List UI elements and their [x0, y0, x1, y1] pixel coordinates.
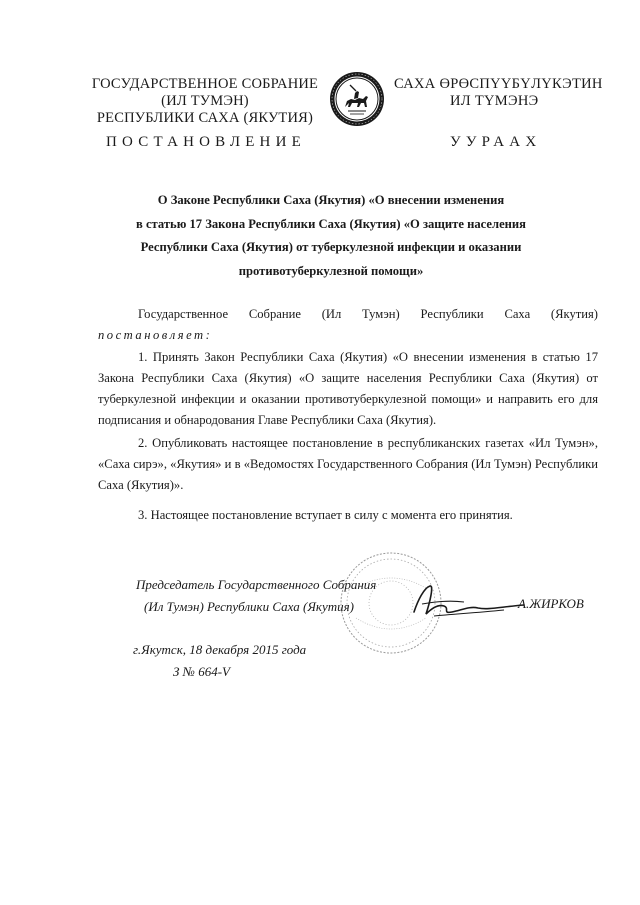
signatory-title-line1: Председатель Государственного Собрания: [136, 577, 377, 592]
decree-word: постановляет:: [98, 328, 213, 342]
signatory-title-line2: (Ил Тумэн) Республики Саха (Якутия): [144, 599, 354, 614]
republic-emblem-icon: [328, 70, 386, 128]
title-line-2: в статью 17 Закона Республики Саха (Якутия) «О защите населения: [136, 216, 526, 231]
intro-paragraph: [98, 304, 598, 346]
title-line-1: О Законе Республики Саха (Якутия) «О внесении изменения: [157, 193, 505, 207]
parliament-name-sah-line2: ИЛ ТYМЭНЭ: [450, 93, 539, 109]
handwritten-signature-icon: [404, 580, 529, 630]
header-right-block: [394, 76, 604, 110]
document-number: З № 664-V: [173, 664, 230, 679]
place-date-block: [133, 639, 306, 683]
title-line-4: противотуберкулезной помощи»: [238, 263, 424, 278]
signatory-name: А.ЖИРКОВ: [518, 596, 584, 611]
header-left-block: [86, 76, 324, 127]
item-2-paragraph: 2. Опубликовать настоящее постановление в республиканских газетах «Ил Тумэн», «Саха сирэ», «Якутия» и в «Ведомостях Государственного Собрания (Ил Тумэн) Республики Саха (Якутия)».: [98, 436, 598, 492]
parliament-name-ru-line2: (ИЛ ТУМЭН): [161, 93, 249, 109]
doc-type-ru: ПОСТАНОВЛЕНИЕ: [106, 134, 306, 150]
parliament-name-sah-line1: САХА ӨРӨСПYYБYЛYКЭТИН: [394, 76, 603, 92]
parliament-name-ru-line1: ГОСУДАРСТВЕННОЕ СОБРАНИЕ: [91, 76, 319, 92]
document-title: [96, 189, 566, 283]
item-1-paragraph: 1. Принять Закон Республики Саха (Якутия) «О внесении изменения в статью 17 Закона Республики Саха (Якутия) «О защите населения Республики Саха (Якутия) от туберкулезной инфекции и оказании противотуберкулезной помощи» и направить его для подписания и обнародования Главе Республики Саха (Якутия).: [98, 350, 598, 427]
intro-line: Государственное Собрание (Ил Тумэн) Республики Саха (Якутия): [138, 307, 598, 321]
title-line-3: Республики Саха (Якутия) от туберкулезной инфекции и оказании: [140, 240, 522, 254]
doc-type-sah: УУРААХ: [450, 134, 542, 150]
parliament-name-ru-line3: РЕСПУБЛИКИ САХА (ЯКУТИЯ): [96, 110, 314, 126]
signatory-title: [136, 574, 376, 618]
place-date: г.Якутск, 18 декабря 2015 года: [133, 642, 307, 657]
item-3-paragraph: 3. Настоящее постановление вступает в силу с момента его принятия.: [138, 508, 513, 522]
